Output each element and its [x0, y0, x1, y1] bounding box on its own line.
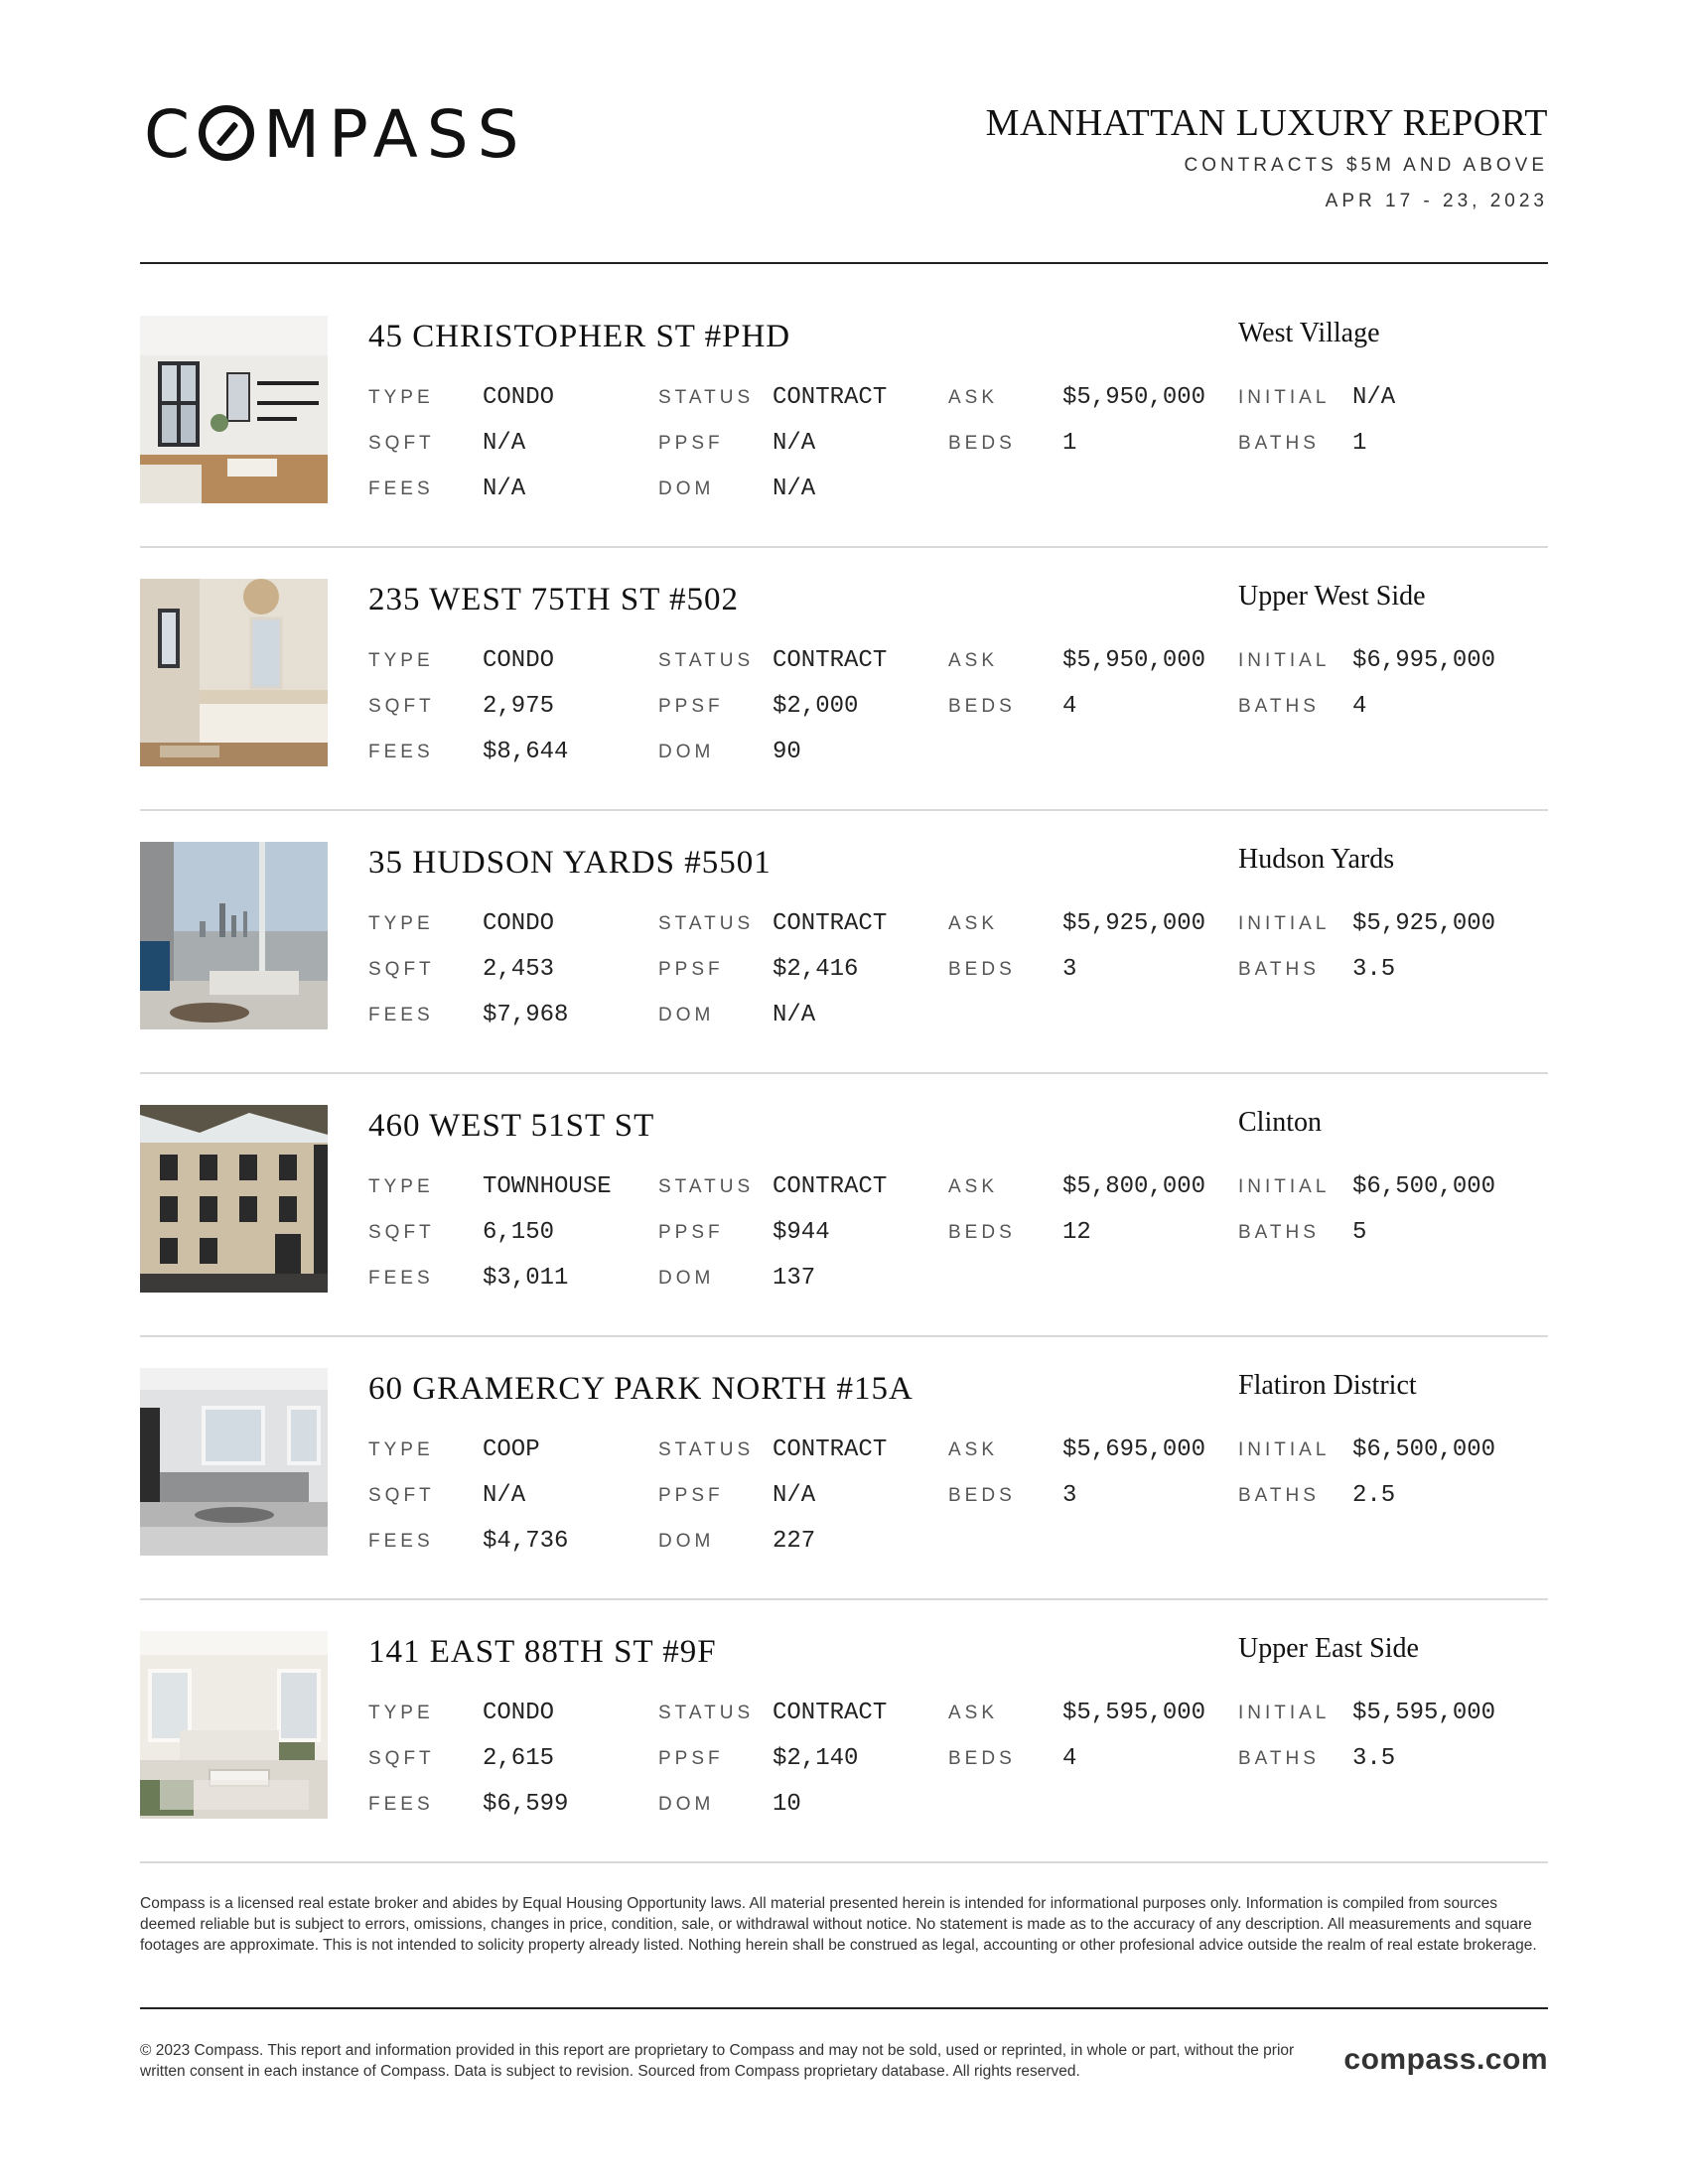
listing-card [140, 1631, 1548, 1820]
dom-value: 10 [773, 1791, 801, 1818]
beds-label: BEDS [948, 959, 1016, 980]
sqft-value: 6,150 [483, 1219, 555, 1246]
dom-label: DOM [658, 1268, 715, 1289]
type-label: TYPE [368, 1439, 434, 1460]
report-subtitle: CONTRACTS $5M AND ABOVE [1184, 155, 1548, 176]
type-label: TYPE [368, 387, 434, 408]
initial-label: INITIAL [1238, 1176, 1331, 1197]
compass-logo-o-icon [199, 105, 254, 161]
compass-logo: C MPASS [144, 96, 528, 173]
status-value: CONTRACT [773, 910, 888, 937]
type-label: TYPE [368, 1703, 434, 1723]
type-label: TYPE [368, 650, 434, 671]
baths-label: BATHS [1238, 696, 1320, 717]
ask-value: $5,950,000 [1062, 384, 1206, 411]
dom-value: 90 [773, 739, 801, 765]
ppsf-value: $2,416 [773, 956, 859, 983]
ppsf-label: PPSF [658, 433, 724, 454]
dom-value: 137 [773, 1265, 816, 1292]
listing-address: 235 WEST 75TH ST #502 [368, 582, 740, 617]
listing-photo [140, 1368, 328, 1556]
ppsf-label: PPSF [658, 696, 724, 717]
ask-label: ASK [948, 913, 999, 934]
sqft-value: N/A [483, 1482, 526, 1509]
ask-value: $5,695,000 [1062, 1436, 1206, 1463]
listing-card [140, 1368, 1548, 1557]
type-value: CONDO [483, 384, 555, 411]
type-label: TYPE [368, 913, 434, 934]
initial-value: $5,595,000 [1352, 1700, 1496, 1726]
fees-label: FEES [368, 478, 434, 499]
initial-value: $6,500,000 [1352, 1436, 1496, 1463]
baths-label: BATHS [1238, 1748, 1320, 1769]
fees-value: $3,011 [483, 1265, 569, 1292]
status-label: STATUS [658, 1703, 755, 1723]
initial-value: $6,995,000 [1352, 647, 1496, 674]
beds-label: BEDS [948, 1222, 1016, 1243]
initial-label: INITIAL [1238, 1439, 1331, 1460]
status-value: CONTRACT [773, 647, 888, 674]
fees-label: FEES [368, 1794, 434, 1815]
ppsf-value: $944 [773, 1219, 830, 1246]
footer-divider [140, 2007, 1548, 2009]
type-label: TYPE [368, 1176, 434, 1197]
sqft-value: 2,453 [483, 956, 555, 983]
fees-value: $6,599 [483, 1791, 569, 1818]
sqft-label: SQFT [368, 696, 435, 717]
baths-value: 3.5 [1352, 956, 1396, 983]
beds-value: 1 [1062, 430, 1077, 457]
dom-label: DOM [658, 742, 715, 762]
baths-label: BATHS [1238, 959, 1320, 980]
ask-value: $5,925,000 [1062, 910, 1206, 937]
initial-label: INITIAL [1238, 913, 1331, 934]
listing-neighborhood: Upper East Side [1238, 1633, 1419, 1664]
report-page [140, 0, 1548, 2184]
listing-neighborhood: Hudson Yards [1238, 844, 1395, 875]
ppsf-value: $2,140 [773, 1745, 859, 1772]
ask-value: $5,950,000 [1062, 647, 1206, 674]
type-value: COOP [483, 1436, 540, 1463]
beds-label: BEDS [948, 1748, 1016, 1769]
header-divider [140, 262, 1548, 264]
status-label: STATUS [658, 1176, 755, 1197]
sqft-value: 2,975 [483, 693, 555, 720]
ask-label: ASK [948, 1703, 999, 1723]
listing-divider [140, 1598, 1548, 1600]
ask-value: $5,595,000 [1062, 1700, 1206, 1726]
listing-divider [140, 1335, 1548, 1337]
status-label: STATUS [658, 650, 755, 671]
listing-neighborhood: Upper West Side [1238, 581, 1426, 612]
dom-value: N/A [773, 476, 816, 502]
listing-neighborhood: Flatiron District [1238, 1370, 1417, 1401]
sqft-label: SQFT [368, 959, 435, 980]
ppsf-label: PPSF [658, 959, 724, 980]
listing-address: 141 EAST 88TH ST #9F [368, 1634, 717, 1670]
fees-label: FEES [368, 1531, 434, 1552]
listing-divider [140, 1072, 1548, 1074]
listing-divider [140, 546, 1548, 548]
ppsf-label: PPSF [658, 1748, 724, 1769]
listing-photo [140, 579, 328, 766]
baths-value: 3.5 [1352, 1745, 1396, 1772]
listing-photo [140, 316, 328, 503]
initial-value: $6,500,000 [1352, 1173, 1496, 1200]
type-value: CONDO [483, 1700, 555, 1726]
ppsf-label: PPSF [658, 1485, 724, 1506]
status-label: STATUS [658, 913, 755, 934]
sqft-label: SQFT [368, 1748, 435, 1769]
baths-value: 2.5 [1352, 1482, 1396, 1509]
ppsf-value: N/A [773, 430, 816, 457]
status-value: CONTRACT [773, 1436, 888, 1463]
dom-label: DOM [658, 1005, 715, 1025]
status-value: CONTRACT [773, 1700, 888, 1726]
beds-value: 3 [1062, 1482, 1077, 1509]
sqft-value: 2,615 [483, 1745, 555, 1772]
listing-divider [140, 809, 1548, 811]
report-title: MANHATTAN LUXURY REPORT [985, 102, 1548, 144]
listing-card [140, 579, 1548, 767]
listing-neighborhood: West Village [1238, 318, 1380, 348]
beds-value: 12 [1062, 1219, 1091, 1246]
fees-label: FEES [368, 742, 434, 762]
fees-value: $8,644 [483, 739, 569, 765]
status-label: STATUS [658, 387, 755, 408]
beds-label: BEDS [948, 696, 1016, 717]
ppsf-label: PPSF [658, 1222, 724, 1243]
initial-label: INITIAL [1238, 387, 1331, 408]
fees-label: FEES [368, 1005, 434, 1025]
status-label: STATUS [658, 1439, 755, 1460]
initial-label: INITIAL [1238, 1703, 1331, 1723]
baths-value: 5 [1352, 1219, 1367, 1246]
sqft-value: N/A [483, 430, 526, 457]
listing-address: 460 WEST 51ST ST [368, 1108, 655, 1144]
listing-address: 35 HUDSON YARDS #5501 [368, 845, 772, 881]
beds-value: 4 [1062, 1745, 1077, 1772]
listing-photo [140, 842, 328, 1029]
report-header [140, 96, 1548, 263]
sqft-label: SQFT [368, 1485, 435, 1506]
status-value: CONTRACT [773, 1173, 888, 1200]
fees-label: FEES [368, 1268, 434, 1289]
listing-card [140, 842, 1548, 1030]
baths-value: 1 [1352, 430, 1367, 457]
listing-address: 60 GRAMERCY PARK NORTH #15A [368, 1371, 914, 1407]
dom-label: DOM [658, 1794, 715, 1815]
initial-value: N/A [1352, 384, 1396, 411]
dom-value: N/A [773, 1002, 816, 1028]
baths-value: 4 [1352, 693, 1367, 720]
sqft-label: SQFT [368, 1222, 435, 1243]
report-date-range: APR 17 - 23, 2023 [1325, 191, 1548, 211]
baths-label: BATHS [1238, 1485, 1320, 1506]
dom-label: DOM [658, 1531, 715, 1552]
legal-disclaimer: Compass is a licensed real estate broker and abides by Equal Housing Opportunity laws. All material presented herein is intended for informational purposes only. Information is compiled from sources deemed reliable but is subject to errors, omissions, changes in price, condition, sale, or withdrawal without notice. No statement is made as to the accuracy of any description. All measurements and square footages are approximate. This is not intended to solicity property already listed. Nothing herein shall be construed as legal, accounting or other profesional advice outside the realm of real estate brokerage. [140, 1895, 1537, 1954]
beds-label: BEDS [948, 433, 1016, 454]
ask-value: $5,800,000 [1062, 1173, 1206, 1200]
type-value: CONDO [483, 647, 555, 674]
ask-label: ASK [948, 387, 999, 408]
baths-label: BATHS [1238, 1222, 1320, 1243]
listing-divider [140, 1861, 1548, 1863]
beds-value: 3 [1062, 956, 1077, 983]
baths-label: BATHS [1238, 433, 1320, 454]
listing-address: 45 CHRISTOPHER ST #PHD [368, 319, 791, 354]
type-value: TOWNHOUSE [483, 1173, 612, 1200]
dom-value: 227 [773, 1528, 816, 1555]
ask-label: ASK [948, 650, 999, 671]
fees-value: N/A [483, 476, 526, 502]
fees-value: $4,736 [483, 1528, 569, 1555]
ppsf-value: N/A [773, 1482, 816, 1509]
initial-label: INITIAL [1238, 650, 1331, 671]
ppsf-value: $2,000 [773, 693, 859, 720]
listing-photo [140, 1105, 328, 1293]
copyright-notice: © 2023 Compass. This report and information provided in this report are proprietary to Compass and may not be sold, used or reprinted, in whole or part, without the prior written consent in each instance of Compass. Data is subject to revision. Sourced from Compass proprietary database. All rights reserved. [140, 2042, 1295, 2080]
listing-card [140, 316, 1548, 504]
initial-value: $5,925,000 [1352, 910, 1496, 937]
listing-card [140, 1105, 1548, 1294]
website-link[interactable]: compass.com [1343, 2043, 1548, 2076]
type-value: CONDO [483, 910, 555, 937]
ask-label: ASK [948, 1439, 999, 1460]
sqft-label: SQFT [368, 433, 435, 454]
beds-label: BEDS [948, 1485, 1016, 1506]
ask-label: ASK [948, 1176, 999, 1197]
dom-label: DOM [658, 478, 715, 499]
fees-value: $7,968 [483, 1002, 569, 1028]
listing-neighborhood: Clinton [1238, 1107, 1323, 1138]
listing-photo [140, 1631, 328, 1819]
status-value: CONTRACT [773, 384, 888, 411]
beds-value: 4 [1062, 693, 1077, 720]
